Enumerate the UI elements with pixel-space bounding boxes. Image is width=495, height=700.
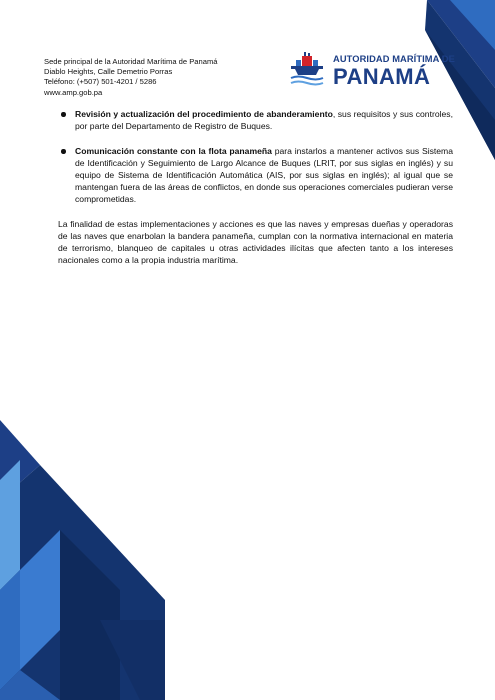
logo-top-text: AUTORIDAD MARÍTIMA DE — [333, 54, 455, 64]
list-item-bold: Comunicación constante con la flota panameña — [75, 146, 272, 156]
header-line: Teléfono: (+507) 501-4201 / 5286 — [44, 77, 157, 87]
bullet-icon — [61, 112, 66, 117]
header-line-website: www.amp.gob.pa — [44, 87, 103, 97]
header-line: Diablo Heights, Calle Demetrio Porras — [44, 67, 173, 77]
list-item — [58, 145, 453, 205]
ship-emblem-icon — [289, 50, 325, 90]
list-item-text: , sus requisitos y sus controles, por parte del Departamento de Registro de Buques. — [75, 109, 453, 131]
list-item-bold: Revisión y actualización del procedimiento de abanderamiento — [75, 109, 333, 119]
corner-decoration-bottom-left — [0, 420, 165, 700]
logo-title: PANAMÁ — [333, 64, 431, 89]
document-body — [58, 108, 453, 266]
header-line: Sede principal de la Autoridad Marítima de Panamá — [44, 57, 218, 66]
header-address — [44, 57, 218, 98]
bullet-icon — [61, 149, 66, 154]
logo — [289, 50, 455, 90]
list-item — [58, 108, 453, 132]
list-item-text: para instarlos a mantener activos sus Sistema de Identificación y Seguimiento de Largo Alcance de Buques (LRIT, por sus siglas en inglés) y su equipo de Sistema de Identificación Automática (AIS, por sus siglas en inglés); al igual que se mantengan fuera de las áreas de conflictos, en donde sus operaciones comerciales pudieran verse comprometidas. — [75, 146, 453, 204]
paragraph: La finalidad de estas implementaciones y acciones es que las naves y empresas dueñas y operadoras de las naves que enarbolan la bandera panameña, cumplan con la normativa internacional en materia de terrorismo, blanqueo de capitales u otras actividades ilícitas que afecten tanto a los intereses nacionales como a la propia industria marítima. — [58, 219, 453, 265]
